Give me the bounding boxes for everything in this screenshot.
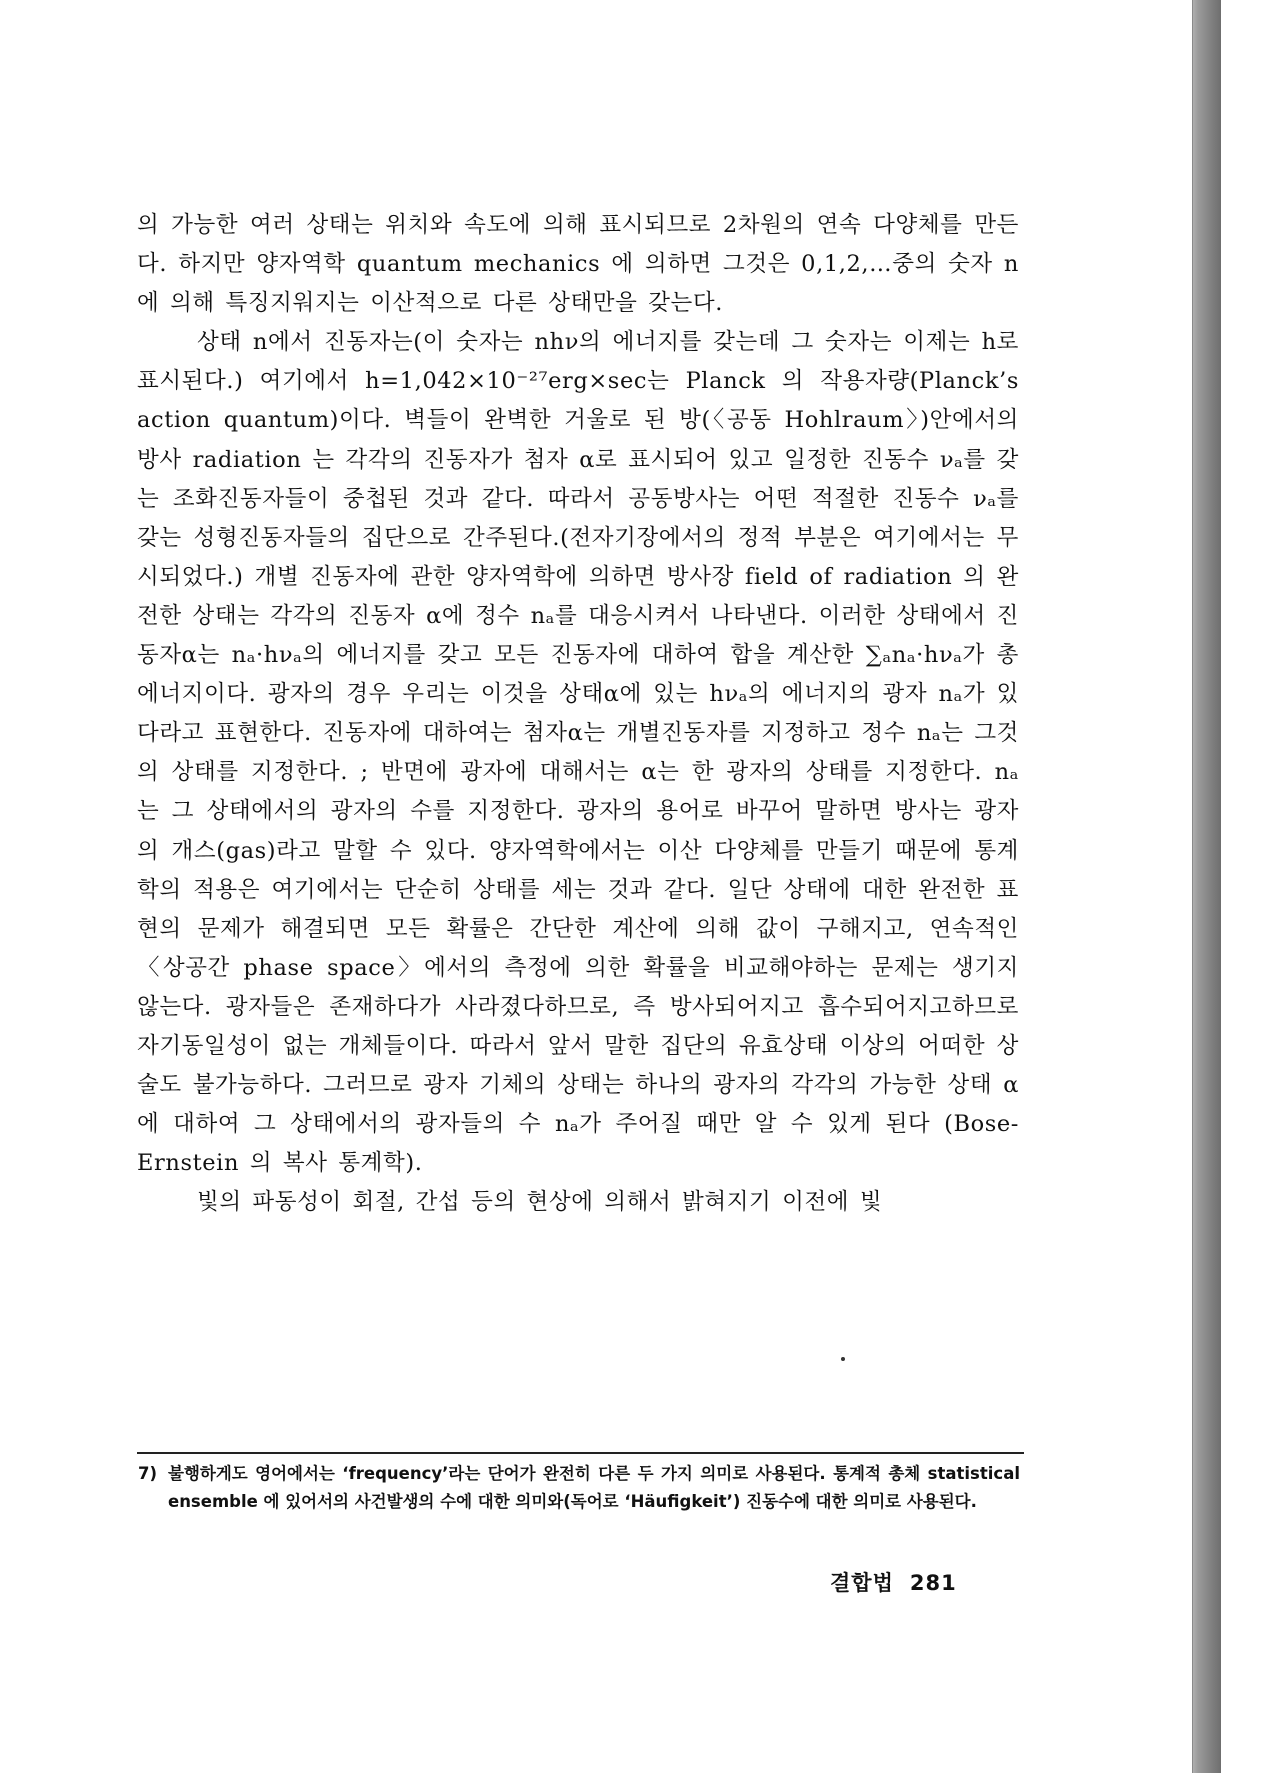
footnote-rule <box>137 1452 1024 1454</box>
stray-dot <box>841 1357 845 1361</box>
paragraph-main: 상태 n에서 진동자는(이 숫자는 nhν의 에너지를 갖는데 그 숫자는 이제는 h로 표시된다.) 여기에서 h=1,042×10⁻²⁷erg×sec는 Planck 의 작용자량(Planck’s action quantum)이다. 벽들이 완벽한 거울로 된 방(〈공동 Hohlraum〉)안에서의 방사 radiation 는 각각의 진동자가 첨자 α로 표시되어 있고 일정한 진동수 νₐ를 갖는 조화진동자들이 중첩된 것과 같다. 따라서 공동방사는 어떤 적절한 진동수 νₐ를 갖는 성형진동자들의 집단으로 간주된다.(전자기장에서의 정적 부분은 여기에서는 무시되었다.) 개별 진동자에 관한 양자역학에 의하면 방사장 field of radiation 의 완전한 상태는 각각의 진동자 α에 정수 nₐ를 대응시켜서 나타낸다. 이러한 상태에서 진동자α는 nₐ·hνₐ의 에너지를 갖고 모든 진동자에 대하여 합을 계산한 ∑ₐnₐ·hνₐ가 총에너지이다. 광자의 경우 우리는 이것을 상태α에 있는 hνₐ의 에너지의 광자 nₐ가 있다라고 표현한다. 진동자에 대하여는 첨자α는 개별진동자를 지정하고 정수 nₐ는 그것의 상태를 지정한다. ; 반면에 광자에 대해서는 α는 한 광자의 상태를 지정한다. nₐ는 그 상태에서의 광자의 수를 지정한다. 광자의 용어로 바꾸어 말하면 방사는 광자의 개스(gas)라고 말할 수 있다. 양자역학에서는 이산 다양체를 만들기 때문에 통계학의 적용은 여기에서는 단순히 상태를 세는 것과 같다. 일단 상태에 대한 완전한 표현의 문제가 해결되면 모든 확률은 간단한 계산에 의해 값이 구해지고, 연속적인 〈상공간 phase space〉에서의 측정에 의한 확률을 비교해야하는 문제는 생기지 않는다. 광자들은 존재하다가 사라졌다하므로, 즉 방사되어지고 흡수되어지고하므로 자기동일성이 없는 개체들이다. 따라서 앞서 말한 집단의 유효상태 이상의 어떠한 상술도 불가능하다. 그러므로 광자 기체의 상태는 하나의 광자의 각각의 가능한 상태 α에 대하여 그 상태에서의 광자들의 수 nₐ가 주어질 때만 알 수 있게 된다 (Bose-Ernstein 의 복사 통계학). <box>137 329 1019 1177</box>
paragraph-continued: 의 가능한 여러 상태는 위치와 속도에 의해 표시되므로 2차원의 연속 다양체를 만든다. 하지만 양자역학 quantum mechanics 에 의하면 그것은 0,1,2,…중의 숫자 n에 의해 특징지워지는 이산적으로 다른 상태만을 갖는다. <box>137 212 1019 317</box>
body-text <box>137 206 1019 1222</box>
footnote-marker: 7) <box>138 1464 158 1483</box>
page-number: 281 <box>909 1571 957 1595</box>
footnote-text: 불행하게도 영어에서는 ‘frequency’라는 단어가 완전히 다른 두 가지 의미로 사용된다. 통계적 총체 statistical ensemble 에 있어서의 사건발생의 수에 대한 의미와(독어로 ‘Häufigkeit’) 진동수에 대한 의미로 사용된다. <box>168 1464 1020 1511</box>
page-folio <box>830 1567 957 1597</box>
paragraph-last: 빛의 파동성이 회절, 간섭 등의 현상에 의해서 밝혀지기 이전에 빛 <box>197 1189 883 1216</box>
running-section-title: 결합법 <box>830 1571 894 1595</box>
footnote <box>138 1460 1020 1516</box>
